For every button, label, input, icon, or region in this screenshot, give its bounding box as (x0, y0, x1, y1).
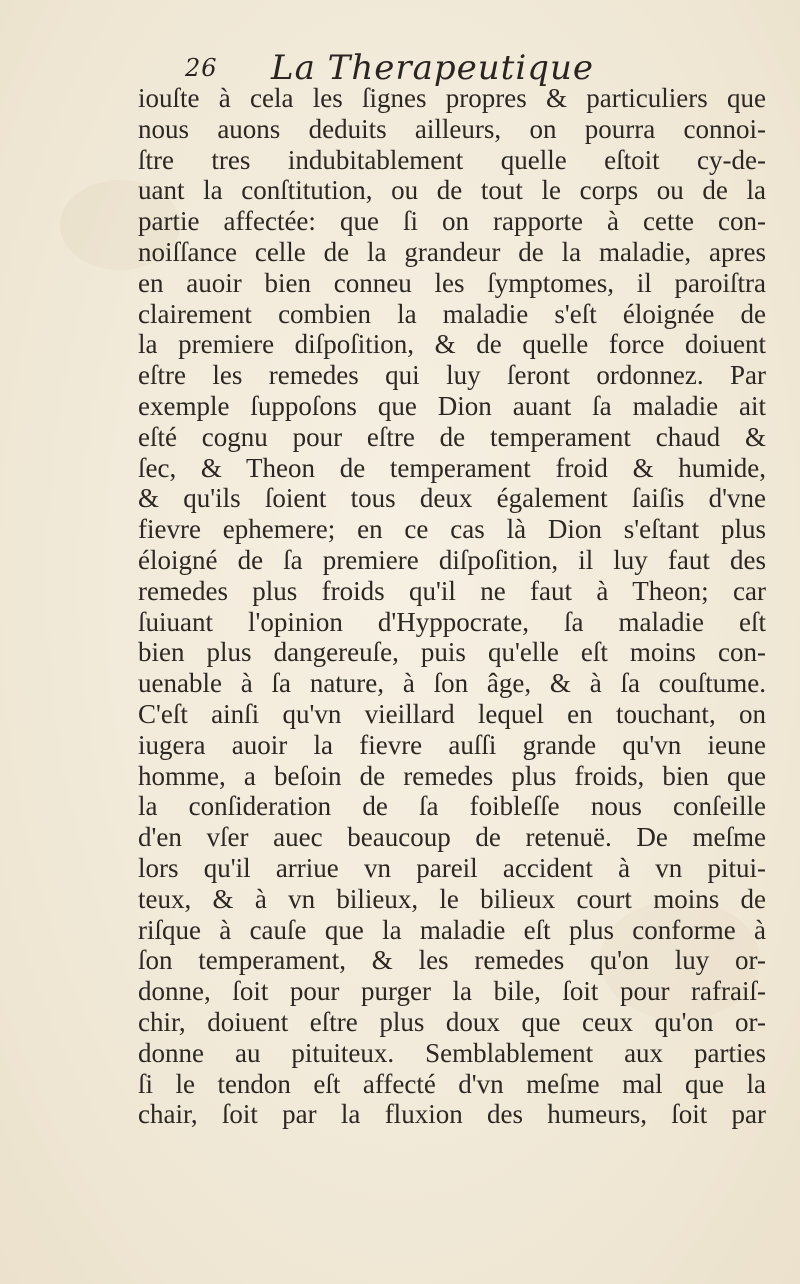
text-line: noiſſance celle de la grandeur de la maladie, apres (138, 236, 766, 267)
page-number: 26 (185, 54, 218, 82)
running-title: La Therapeutique (271, 48, 594, 88)
text-line: la premiere diſpoſition, & de quelle force doiuent (138, 329, 766, 360)
text-line: la conſideration de ſa foibleſſe nous conſeille (138, 791, 766, 822)
text-line: ſuiuant l'opinion d'Hyppocrate, ſa maladie eſt (138, 606, 766, 637)
text-line: clairement combien la maladie s'eſt éloignée de (138, 298, 766, 329)
text-line: iouſte à cela les ſignes propres & particuliers que (138, 83, 766, 113)
text-line: en auoir bien conneu les ſymptomes, il paroiſtra (138, 267, 766, 298)
text-line: ſon temperament, & les remedes qu'on luy or- (138, 945, 766, 976)
text-line: d'en vſer auec beaucoup de retenuë. De meſme (138, 822, 766, 853)
text-line: teux, & à vn bilieux, le bilieux court moins de (138, 883, 766, 914)
text-line: riſque à cauſe que la maladie eſt plus conforme à (138, 914, 766, 945)
text-line: remedes plus froids qu'il ne faut à Theon; car (138, 575, 766, 606)
text-line: lors qu'il arriue vn pareil accident à vn pitui- (138, 852, 766, 883)
text-line: nous auons deduits ailleurs, on pourra connoi- (138, 113, 766, 144)
text-line: ſtre tres indubitablement quelle eſtoit cy-de- (138, 144, 766, 175)
text-line: C'eſt ainſi qu'vn vieillard lequel en touchant, on (138, 698, 766, 729)
text-line: iugera auoir la fievre auſſi grande qu'vn ieune (138, 729, 766, 760)
text-line: ſec, & Theon de temperament froid & humide, (138, 452, 766, 483)
text-line: chair, ſoit par la fluxion des humeurs, ſoit par (138, 1099, 766, 1130)
text-line: donne, ſoit pour purger la bile, ſoit pour rafraiſ- (138, 976, 766, 1007)
body-text (138, 83, 778, 1130)
text-line: uenable à ſa nature, à ſon âge, & à ſa couſtume. (138, 668, 766, 699)
text-line: donne au pituiteux. Semblablement aux parties (138, 1037, 766, 1068)
text-line: eſté cognu pour eſtre de temperament chaud & (138, 421, 766, 452)
text-line: eſtre les remedes qui luy ſeront ordonnez. Par (138, 360, 766, 391)
text-line: bien plus dangereuſe, puis qu'elle eſt moins con- (138, 637, 766, 668)
text-line: partie affectée: que ſi on rapporte à cette con- (138, 206, 766, 237)
text-line: ſi le tendon eſt affecté d'vn meſme mal que la (138, 1068, 766, 1099)
text-line: & qu'ils ſoient tous deux également ſaiſis d'vne (138, 483, 766, 514)
text-line: fievre ephemere; en ce cas là Dion s'eſtant plus (138, 514, 766, 545)
text-line: uant la conſtitution, ou de tout le corps ou de la (138, 175, 766, 206)
text-line: homme, a beſoin de remedes plus froids, bien que (138, 760, 766, 791)
text-line: chir, doiuent eſtre plus doux que ceux qu'on or- (138, 1006, 766, 1037)
text-line: exemple ſuppoſons que Dion auant ſa maladie ait (138, 390, 766, 421)
text-line: éloigné de ſa premiere diſpoſition, il luy faut des (138, 544, 766, 575)
